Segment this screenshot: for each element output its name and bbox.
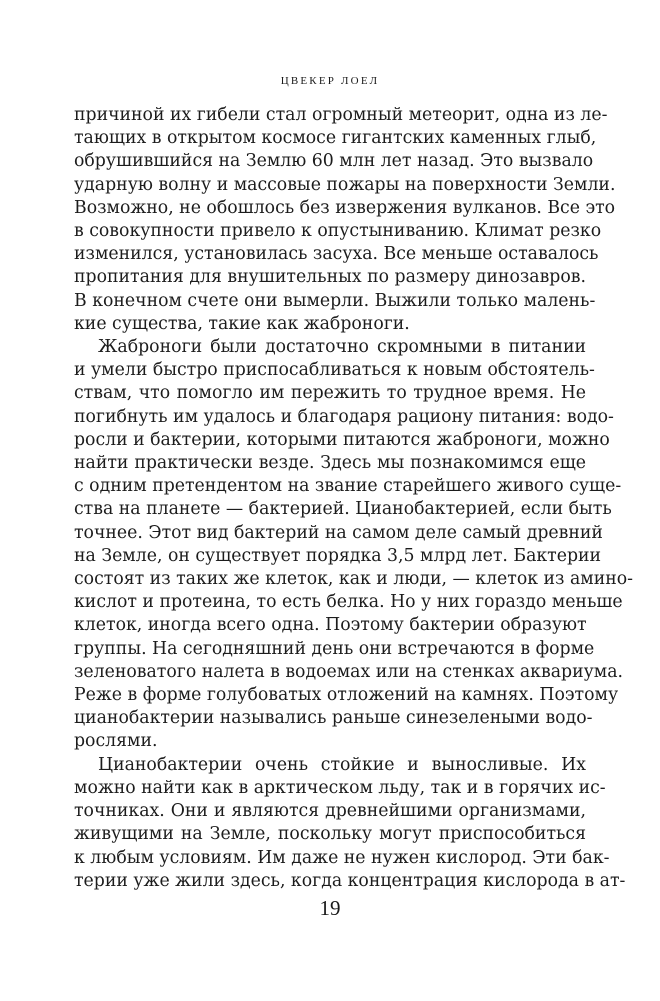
text-line: группы. На сегодняшний день они встречаются в форме [74,638,595,659]
text-line: точнее. Этот вид бактерий на самом деле самый древний [74,522,603,543]
text-line: с одним претендентом на звание старейшего живого суще- [74,476,622,497]
text-line: пропитания для внушительных по размеру динозавров. [74,267,586,288]
text-line: к любым условиям. Им даже не нужен кислород. Эти бак- [74,847,610,868]
text-line: росли и бактерии, которыми питаются жаброноги, можно [74,429,610,450]
page-number: 19 [319,896,341,920]
text-line: найти практически везде. Здесь мы познакомимся еще [74,453,586,474]
text-line: В конечном счете они вымерли. Выжили только малень- [74,290,596,311]
text-line: точниках. Они и являются древнейшими организмами, [74,801,586,822]
text-line: Возможно, не обошлось без извержения вулканов. Все это [74,197,616,218]
text-line: ствам, что помогло им пережить то трудное время. Не [74,383,586,404]
text-line: живущими на Земле, поскольку могут приспособиться [74,824,586,845]
text-line: причиной их гибели стал огромный метеорит, одна из ле- [74,105,608,125]
text-line: зеленоватого налета в водоемах или на стенках аквариума. [74,661,623,682]
text-line: состоят из таких же клеток, как и люди, — клеток из амино- [74,569,633,590]
text-line: Реже в форме голубоватых отложений на камнях. Поэтому [74,685,619,706]
text-line: рослями. [74,731,158,752]
text-line: изменился, установилась засуха. Все меньше оставалось [74,244,599,265]
text-line: и умели быстро приспосабливаться к новым обстоятель- [74,360,595,381]
text-line: Цианобактерии очень стойкие и выносливые. Их [98,754,586,775]
text-line: можно найти как в арктическом льду, так и в горячих ис- [74,777,606,798]
text-line: кислот и протеина, то есть белка. Но у них гораздо меньше [74,592,623,613]
text-line: ства на планете — бактерией. Цианобактерией, если быть [74,499,612,520]
running-head: ЦВЕКЕР ЛОЕЛ [280,75,380,87]
text-line: клеток, иногда всего одна. Поэтому бактерии образуют [74,615,587,636]
text-line: терии уже жили здесь, когда концентрация кислорода в ат- [74,870,626,891]
body-text [74,104,633,893]
text-line: Жаброноги были достаточно скромными в питании [98,337,586,358]
text-line: тающих в открытом космосе гигантских каменных глыб, [74,128,597,149]
text-line: кие существа, такие как жаброноги. [74,313,410,334]
text-line: погибнуть им удалось и благодаря рациону питания: водо- [74,406,614,427]
text-line: ударную волну и массовые пожары на поверхности Земли. [74,174,616,195]
text-line: в совокупности привело к опустыниванию. Климат резко [74,221,602,242]
text-line: обрушившийся на Землю 60 млн лет назад. Это вызвало [74,151,594,172]
text-line: цианобактерии назывались раньше синезелеными водо- [74,708,593,729]
text-line: на Земле, он существует порядка 3,5 млрд лет. Бактерии [74,545,602,566]
